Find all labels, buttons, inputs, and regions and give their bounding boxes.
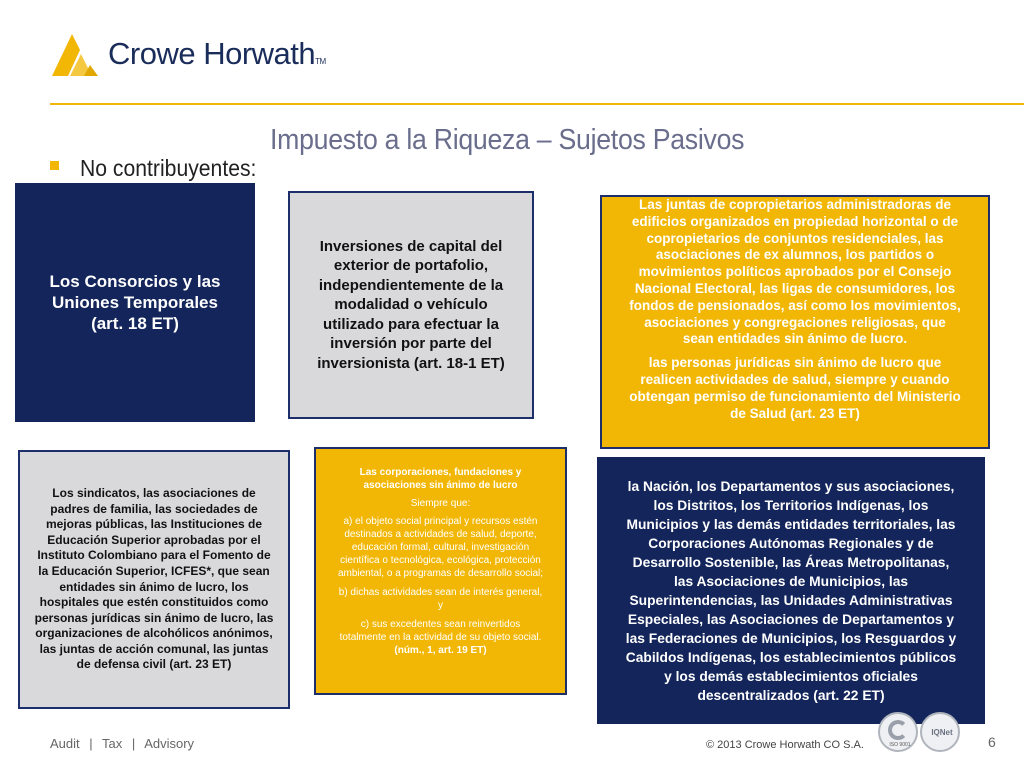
box-inversiones-line: independientemente de la xyxy=(318,276,504,294)
box-sindicatos-line: de defensa civil (art. 23 ET) xyxy=(76,657,232,672)
box-juntas-line: Nacional Electoral, las ligas de consumidores, los xyxy=(634,280,956,296)
box-sindicatos-line: Los sindicatos, las asociaciones de xyxy=(52,485,256,500)
box-sindicatos-line: personas jurídicas sin ánimo de lucro, las xyxy=(34,610,274,625)
box-nacion-line: los Distritos, los Territorios Indígenas, los xyxy=(653,497,929,513)
box-nacion-line: Superintendencias, las Unidades Administrativas xyxy=(629,592,953,608)
box-sindicatos-line: entidades sin ánimo de lucro, los xyxy=(59,579,249,594)
box-inversiones-line: utilizado para efectuar la xyxy=(323,315,499,333)
box-corporaciones-heading: Las corporaciones, fundaciones y xyxy=(359,467,522,478)
box-corporaciones-c: totalmente en la actividad de su objeto social. xyxy=(339,632,542,643)
box-corporaciones-ref: (núm., 1, art. 19 ET) xyxy=(394,645,487,656)
box-nacion-line: la Nación, los Departamentos y sus asociaciones, xyxy=(627,478,955,494)
box-juntas-line: movimientos políticos aprobados por el Consejo xyxy=(638,264,952,280)
footer-tax: Tax xyxy=(102,736,123,751)
bullet-text: No contribuyentes: xyxy=(80,155,257,181)
box-personas-line: obtengan permiso de funcionamiento del Ministerio xyxy=(629,388,961,404)
box-corporaciones-a: a) el objeto social principal y recursos estén xyxy=(343,516,538,527)
box-juntas-line: sean entidades sin ánimo de lucro. xyxy=(682,331,908,347)
footer-audit: Audit xyxy=(50,736,80,751)
box-corporaciones-heading: asociaciones sin ánimo de lucro xyxy=(363,480,518,491)
box-personas-line: las personas jurídicas sin ánimo de lucro que xyxy=(648,355,942,371)
logo-text: Crowe HorwathTM xyxy=(108,36,326,71)
iso-certification-badge-icon xyxy=(878,712,918,752)
slide-title: Impuesto a la Riqueza – Sujetos Pasivos xyxy=(270,124,745,156)
box-juntas-line: asociaciones de ex alumnos, los partidos o xyxy=(655,247,935,263)
iqnet-badge-label: IQNet xyxy=(931,728,953,737)
box-corporaciones-b: y xyxy=(438,600,443,611)
crowe-horwath-logo-icon xyxy=(50,32,102,78)
box-sindicatos-line: hospitales que estén constituidos como xyxy=(39,595,269,610)
box-nacion-line: las Asociaciones de Municipios, las xyxy=(673,573,909,589)
iso-badge-label: ISO 9001 xyxy=(889,742,911,748)
box-inversiones-line: Inversiones de capital del xyxy=(319,237,503,255)
box-consorcios-line: Los Consorcios y las xyxy=(49,272,221,291)
box-sindicatos xyxy=(18,450,290,709)
box-consorcios-line: Uniones Temporales xyxy=(52,293,218,312)
box-sindicatos-line: padres de familia, las sociedades de xyxy=(50,501,258,516)
footer-copyright: © 2013 Crowe Horwath CO S.A. xyxy=(706,739,864,751)
box-nacion-line: las Federaciones de Municipios, los Resguardos y xyxy=(625,630,957,646)
box-personas-line: de Salud (art. 23 ET) xyxy=(730,405,860,421)
page-number: 6 xyxy=(988,734,996,750)
box-nacion-line: Cabildos Indígenas, los establecimientos públicos xyxy=(625,649,957,665)
box-corporaciones-c: c) sus excedentes sean reinvertidos xyxy=(360,619,521,630)
box-nacion xyxy=(597,457,985,724)
box-inversiones-line: inversionista (art. 18-1 ET) xyxy=(317,354,505,372)
box-juntas-line: edificios organizados en propiedad horizontal o de xyxy=(631,213,959,229)
box-inversiones-line: inversión por parte del xyxy=(330,335,492,353)
box-inversiones xyxy=(288,191,534,419)
box-corporaciones-siempre: Siempre que: xyxy=(410,498,471,509)
header-divider xyxy=(50,103,1024,105)
footer-separator: | xyxy=(89,736,93,751)
box-juntas-line: copropietarios de conjuntos residenciales, las xyxy=(646,230,944,246)
box-sindicatos-line: organizaciones de alcohólicos anónimos, xyxy=(35,626,273,641)
box-consorcios xyxy=(15,183,255,422)
box-juntas-line: fondos de pensionados, así como los movimientos, xyxy=(629,297,961,313)
footer-separator: | xyxy=(131,736,136,751)
box-nacion-line: Corporaciones Autónomas Regionales y de xyxy=(648,535,934,551)
box-juntas-line: asociaciones y congregaciones religiosas, que xyxy=(644,314,946,330)
box-juntas xyxy=(600,195,990,449)
box-corporaciones xyxy=(314,447,567,695)
box-corporaciones-a: ambiental, o a programas de desarrollo social; xyxy=(337,568,544,579)
box-corporaciones-a: científica o tecnológica, ecológica, protección xyxy=(340,555,541,566)
box-inversiones-line: modalidad o vehículo xyxy=(334,296,488,314)
box-sindicatos-line: Educación Superior aprobadas por el xyxy=(47,532,261,547)
bullet-marker-icon xyxy=(50,161,59,170)
box-inversiones-line: exterior de portafolio, xyxy=(333,257,489,275)
iqnet-certification-badge-icon xyxy=(920,712,960,752)
footer-advisory: Advisory xyxy=(144,736,195,751)
box-personas-line: realicen actividades de salud, siempre y cuando xyxy=(640,371,950,387)
box-juntas-line: Las juntas de copropietarios administradoras de xyxy=(638,197,952,212)
box-sindicatos-line: Instituto Colombiano para el Fomento de xyxy=(37,548,271,563)
box-sindicatos-line: las juntas de acción comunal, las juntas xyxy=(39,641,269,656)
box-nacion-line: Desarrollo Sostenible, las Áreas Metropolitanas, xyxy=(632,554,950,570)
box-nacion-line: Municipios y las demás entidades territoriales, las xyxy=(626,516,956,532)
box-nacion-line: y los demás establecimientos oficiales xyxy=(664,668,918,684)
box-corporaciones-b: b) dichas actividades sean de interés general, xyxy=(338,587,543,598)
box-nacion-line: Especiales, las Asociaciones de Departamentos y xyxy=(627,611,955,627)
footer-services xyxy=(50,736,194,751)
box-nacion-line: descentralizados (art. 22 ET) xyxy=(697,687,885,703)
box-sindicatos-line: la Educación Superior, ICFES*, que sean xyxy=(38,563,270,578)
box-sindicatos-line: mejoras públicas, las Instituciones de xyxy=(45,517,263,532)
box-corporaciones-a: educación formal, cultural, investigación xyxy=(351,542,530,553)
box-corporaciones-a: destinados a actividades de salud, deporte, xyxy=(344,529,537,540)
box-consorcios-line: (art. 18 ET) xyxy=(91,314,179,333)
